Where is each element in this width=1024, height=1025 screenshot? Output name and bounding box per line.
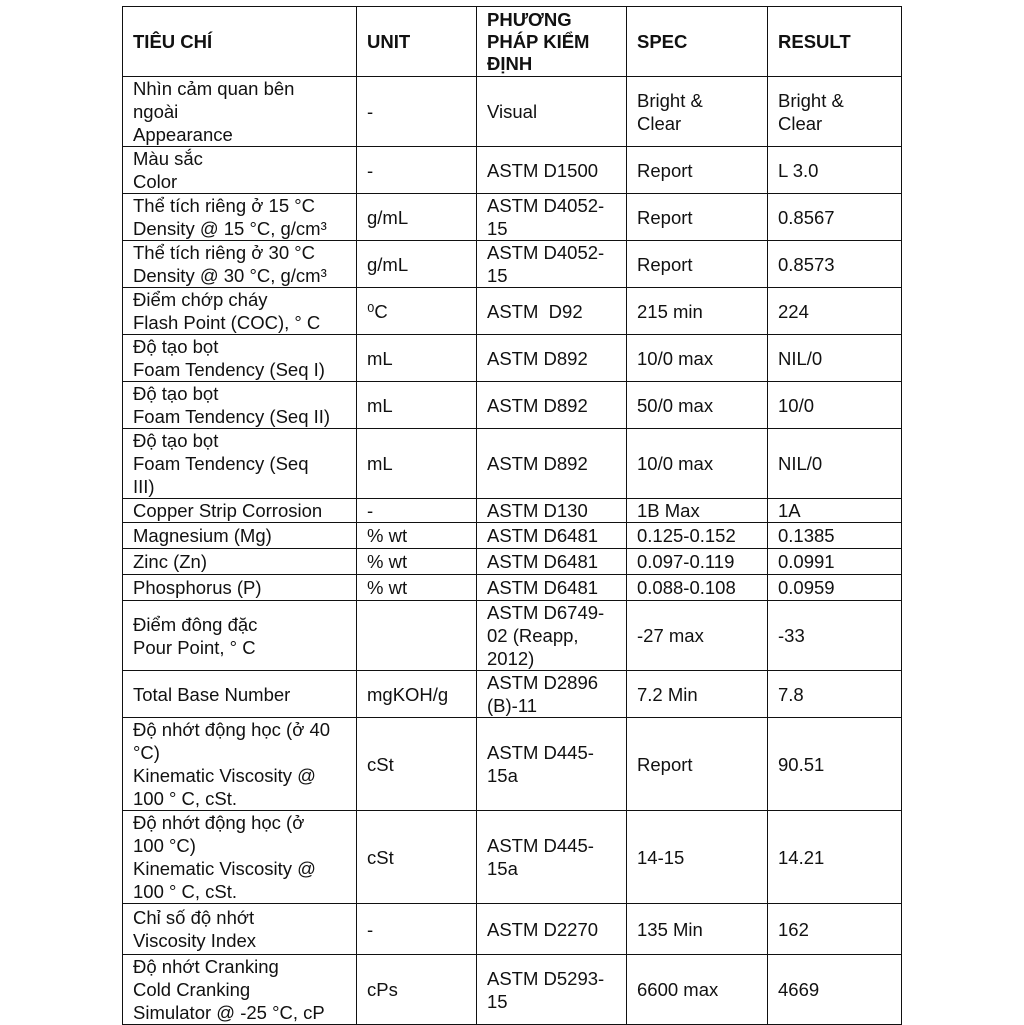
cell-method-line: 15: [487, 990, 508, 1012]
cell-method-line: ASTM D4052-: [487, 195, 605, 216]
cell-unit-text: % wt: [367, 525, 408, 546]
cell-criteria-line: Kinematic Viscosity @: [133, 765, 316, 786]
cell-unit-text: mL: [367, 347, 393, 369]
cell-criteria-line: Màu sắc: [133, 148, 203, 169]
cell-criteria-line: Độ nhớt động học (ở 40: [133, 719, 331, 740]
cell-unit: [357, 241, 477, 288]
cell-unit-text: g/mL: [367, 206, 409, 228]
cell-criteria-line: Nhìn cảm quan bên: [133, 78, 295, 99]
cell-result: [768, 382, 902, 429]
cell-unit-text: cPs: [367, 979, 398, 1000]
cell-method: [477, 523, 627, 549]
cell-result-line: NIL/0: [778, 347, 823, 369]
cell-unit: [357, 335, 477, 382]
cell-method: [477, 811, 627, 904]
cell-spec: [627, 77, 768, 147]
cell-spec: [627, 288, 768, 335]
cell-result: [768, 77, 902, 147]
cell-criteria-line: Cold Cranking: [133, 979, 251, 1000]
cell-method-line: 15a: [487, 858, 518, 879]
cell-result-line: 14.21: [778, 846, 825, 868]
cell-unit: [357, 904, 477, 955]
cell-spec-line: 14-15: [637, 846, 685, 868]
cell-spec-line: 10/0 max: [637, 453, 714, 474]
cell-spec-line: Bright &: [637, 89, 703, 111]
cell-criteria-line: Simulator @ -25 °C, cP: [133, 1002, 325, 1023]
cell-criteria-line: Density @ 30 °C, g/cm³: [133, 265, 327, 286]
cell-method: [477, 194, 627, 241]
cell-unit: [357, 811, 477, 904]
cell-unit: [357, 382, 477, 429]
spec-table: [122, 6, 902, 1025]
cell-criteria-line: Magnesium (Mg): [133, 525, 272, 546]
cell-spec-line: 135 Min: [637, 918, 703, 940]
cell-result-line: 7.8: [778, 683, 804, 705]
cell-unit-text: -: [367, 159, 374, 181]
cell-method-line: ASTM D2896: [487, 672, 599, 693]
header-row: [123, 7, 902, 77]
cell-spec: [627, 241, 768, 288]
cell-criteria: [123, 549, 357, 575]
cell-unit-text: % wt: [367, 551, 408, 572]
cell-spec-line: Report: [637, 206, 693, 228]
cell-method: [477, 904, 627, 955]
cell-criteria-line: 100 °C): [133, 835, 196, 856]
cell-spec-line: 0.097-0.119: [637, 551, 735, 572]
cell-method-line: ASTM D6749-: [487, 602, 605, 623]
cell-criteria: [123, 955, 357, 1025]
cell-method: [477, 147, 627, 194]
cell-criteria-line: Density @ 15 °C, g/cm³: [133, 218, 327, 239]
cell-unit: [357, 288, 477, 335]
table-row: [123, 955, 902, 1025]
cell-spec-line: 10/0 max: [637, 347, 714, 369]
cell-result-line: 4669: [778, 979, 820, 1000]
cell-method-line: 15: [487, 265, 508, 286]
cell-result-line: Bright &: [778, 89, 844, 111]
cell-result: [768, 575, 902, 601]
cell-criteria-line: Độ nhớt Cranking: [133, 956, 279, 977]
cell-criteria: [123, 194, 357, 241]
cell-result-line: NIL/0: [778, 453, 823, 474]
table-row: [123, 549, 902, 575]
cell-unit-text: cSt: [367, 846, 394, 868]
cell-method: [477, 718, 627, 811]
cell-criteria-line: Foam Tendency (Seq: [133, 453, 309, 474]
cell-result-line: 224: [778, 300, 809, 322]
cell-unit: [357, 77, 477, 147]
cell-method: [477, 241, 627, 288]
header-method: PHƯƠNG PHÁP KIỂM ĐỊNH: [477, 7, 627, 77]
cell-result: [768, 718, 902, 811]
cell-result: [768, 601, 902, 671]
table-row: [123, 671, 902, 718]
cell-criteria-line: Chỉ số độ nhớt: [133, 907, 255, 928]
cell-method: [477, 382, 627, 429]
cell-criteria-line: ngoài: [133, 101, 179, 122]
cell-criteria: [123, 147, 357, 194]
cell-spec: [627, 718, 768, 811]
cell-criteria: [123, 499, 357, 523]
cell-spec: [627, 904, 768, 955]
table-row: [123, 382, 902, 429]
cell-result: [768, 335, 902, 382]
cell-criteria: [123, 288, 357, 335]
cell-result-line: 0.0959: [778, 577, 835, 598]
cell-criteria-line: Điểm chớp cháy: [133, 289, 268, 310]
cell-criteria-line: Phosphorus (P): [133, 577, 262, 598]
cell-criteria-line: Foam Tendency (Seq I): [133, 359, 325, 380]
cell-criteria-line: °C): [133, 742, 160, 763]
cell-criteria-line: 100 ° C, cSt.: [133, 788, 238, 809]
cell-criteria: [123, 904, 357, 955]
cell-spec-line: Report: [637, 253, 693, 275]
cell-spec: [627, 335, 768, 382]
cell-method: [477, 429, 627, 499]
cell-result: [768, 904, 902, 955]
cell-method-line: 02 (Reapp,: [487, 625, 579, 646]
cell-method-line: 15a: [487, 765, 518, 786]
cell-spec: [627, 549, 768, 575]
table-row: [123, 499, 902, 523]
cell-spec: [627, 382, 768, 429]
header-result: RESULT: [768, 7, 902, 77]
cell-spec: [627, 671, 768, 718]
cell-criteria-line: Thể tích riêng ở 15 °C: [133, 195, 316, 216]
cell-method-line: ASTM D892: [487, 347, 588, 369]
cell-unit-text: cSt: [367, 753, 394, 775]
cell-unit-text: -: [367, 101, 374, 122]
cell-criteria-line: Color: [133, 171, 178, 192]
cell-criteria: [123, 241, 357, 288]
cell-criteria-line: Zinc (Zn): [133, 551, 207, 572]
cell-criteria-line: Appearance: [133, 124, 233, 145]
cell-method-line: ASTM D6481: [487, 577, 599, 598]
header-unit: UNIT: [357, 7, 477, 77]
cell-method-line: 15: [487, 218, 508, 239]
cell-result: [768, 671, 902, 718]
cell-spec: [627, 601, 768, 671]
cell-method-line: ASTM D2270: [487, 918, 599, 940]
cell-method: [477, 955, 627, 1025]
table-row: [123, 904, 902, 955]
cell-unit: [357, 147, 477, 194]
cell-result: [768, 549, 902, 575]
cell-result: [768, 194, 902, 241]
cell-result: [768, 429, 902, 499]
cell-unit: [357, 955, 477, 1025]
cell-result-line: 0.0991: [778, 551, 835, 572]
cell-spec-line: 1B Max: [637, 500, 700, 521]
cell-unit-text: g/mL: [367, 253, 409, 275]
cell-criteria-line: Pour Point, ° C: [133, 636, 256, 658]
cell-result-line: Clear: [778, 112, 823, 134]
cell-method-line: 2012): [487, 648, 535, 669]
cell-method-line: ASTM D1500: [487, 159, 599, 181]
cell-criteria: [123, 718, 357, 811]
table-row: [123, 523, 902, 549]
header-spec: SPEC: [627, 7, 768, 77]
cell-spec: [627, 194, 768, 241]
cell-spec-line: 7.2 Min: [637, 683, 698, 705]
cell-spec-line: 0.125-0.152: [637, 525, 736, 546]
cell-unit: [357, 671, 477, 718]
cell-method-line: ASTM D445-: [487, 835, 594, 856]
table-row: [123, 601, 902, 671]
cell-unit: [357, 523, 477, 549]
cell-criteria: [123, 523, 357, 549]
cell-spec-line: 6600 max: [637, 979, 719, 1000]
table-row: [123, 241, 902, 288]
cell-result-line: 0.1385: [778, 525, 835, 546]
cell-method-line: Visual: [487, 101, 538, 122]
cell-unit-text: mL: [367, 453, 393, 474]
cell-criteria-line: Flash Point (COC), ° C: [133, 312, 321, 333]
cell-unit-text: -: [367, 500, 374, 521]
cell-criteria-line: Total Base Number: [133, 683, 291, 705]
cell-criteria: [123, 575, 357, 601]
table-row: [123, 194, 902, 241]
table-row: [123, 718, 902, 811]
cell-unit: [357, 601, 477, 671]
cell-spec-line: Report: [637, 159, 693, 181]
cell-spec: [627, 811, 768, 904]
cell-criteria: [123, 429, 357, 499]
cell-method-line: ASTM D4052-: [487, 242, 605, 263]
cell-result-line: 10/0: [778, 394, 815, 416]
cell-method: [477, 601, 627, 671]
cell-criteria: [123, 77, 357, 147]
cell-method: [477, 288, 627, 335]
cell-spec-line: Report: [637, 753, 693, 775]
cell-unit-text: mgKOH/g: [367, 683, 449, 705]
cell-spec-line: -27 max: [637, 625, 704, 646]
cell-method-line: (B)-11: [487, 695, 538, 716]
table-row: [123, 335, 902, 382]
cell-unit: [357, 429, 477, 499]
cell-criteria-line: Foam Tendency (Seq II): [133, 406, 331, 427]
cell-result-line: 1A: [778, 500, 801, 521]
cell-result: [768, 288, 902, 335]
cell-criteria-line: 100 ° C, cSt.: [133, 881, 238, 902]
table-row: [123, 147, 902, 194]
cell-spec: [627, 523, 768, 549]
table-row: [123, 77, 902, 147]
cell-spec-line: 50/0 max: [637, 394, 714, 416]
cell-method-line: ASTM D892: [487, 453, 588, 474]
cell-spec-line: 0.088-0.108: [637, 577, 736, 598]
cell-result-line: 0.8573: [778, 253, 835, 275]
cell-criteria: [123, 382, 357, 429]
cell-method: [477, 335, 627, 382]
table-row: [123, 288, 902, 335]
cell-result: [768, 523, 902, 549]
cell-criteria-line: Kinematic Viscosity @: [133, 858, 316, 879]
table-row: [123, 575, 902, 601]
cell-method-line: ASTM D130: [487, 500, 588, 521]
cell-unit-text: ⁰C: [367, 300, 388, 322]
cell-criteria: [123, 811, 357, 904]
cell-unit: [357, 575, 477, 601]
cell-method: [477, 77, 627, 147]
table-row: [123, 429, 902, 499]
cell-criteria-line: Độ nhớt động học (ở: [133, 812, 305, 833]
cell-spec: [627, 499, 768, 523]
cell-criteria-line: Thể tích riêng ở 30 °C: [133, 242, 316, 263]
cell-criteria-line: III): [133, 476, 155, 497]
cell-unit: [357, 549, 477, 575]
cell-result-line: 0.8567: [778, 206, 835, 228]
cell-result-line: 162: [778, 918, 809, 940]
cell-spec: [627, 955, 768, 1025]
cell-spec: [627, 575, 768, 601]
cell-result: [768, 811, 902, 904]
table-row: [123, 811, 902, 904]
cell-criteria-line: Copper Strip Corrosion: [133, 500, 323, 521]
cell-unit: [357, 194, 477, 241]
cell-result-line: L 3.0: [778, 159, 819, 181]
cell-result: [768, 499, 902, 523]
cell-method: [477, 671, 627, 718]
cell-unit: [357, 718, 477, 811]
cell-unit-text: -: [367, 918, 374, 940]
cell-result-line: 90.51: [778, 753, 825, 775]
cell-criteria-line: Độ tạo bọt: [133, 336, 219, 357]
cell-unit: [357, 499, 477, 523]
cell-criteria: [123, 671, 357, 718]
cell-spec: [627, 429, 768, 499]
cell-method-line: ASTM D6481: [487, 551, 599, 572]
cell-result: [768, 241, 902, 288]
cell-method: [477, 499, 627, 523]
cell-criteria: [123, 601, 357, 671]
cell-criteria-line: Viscosity Index: [133, 930, 257, 951]
cell-spec-line: 215 min: [637, 300, 703, 322]
cell-spec-line: Clear: [637, 112, 682, 134]
cell-unit-text: mL: [367, 394, 393, 416]
cell-method-line: ASTM D6481: [487, 525, 599, 546]
cell-criteria-line: Độ tạo bọt: [133, 383, 219, 404]
cell-result: [768, 955, 902, 1025]
cell-method-line: ASTM D5293-: [487, 967, 605, 989]
cell-method: [477, 575, 627, 601]
cell-unit-text: % wt: [367, 577, 408, 598]
header-criteria: TIÊU CHÍ: [123, 7, 357, 77]
cell-method: [477, 549, 627, 575]
cell-criteria-line: Độ tạo bọt: [133, 430, 219, 451]
cell-criteria-line: Điểm đông đặc: [133, 613, 258, 635]
cell-method-line: ASTM D92: [487, 300, 583, 322]
cell-result: [768, 147, 902, 194]
cell-criteria: [123, 335, 357, 382]
cell-spec: [627, 147, 768, 194]
cell-method-line: ASTM D892: [487, 394, 588, 416]
cell-method-line: ASTM D445-: [487, 742, 594, 763]
cell-result-line: -33: [778, 625, 805, 646]
